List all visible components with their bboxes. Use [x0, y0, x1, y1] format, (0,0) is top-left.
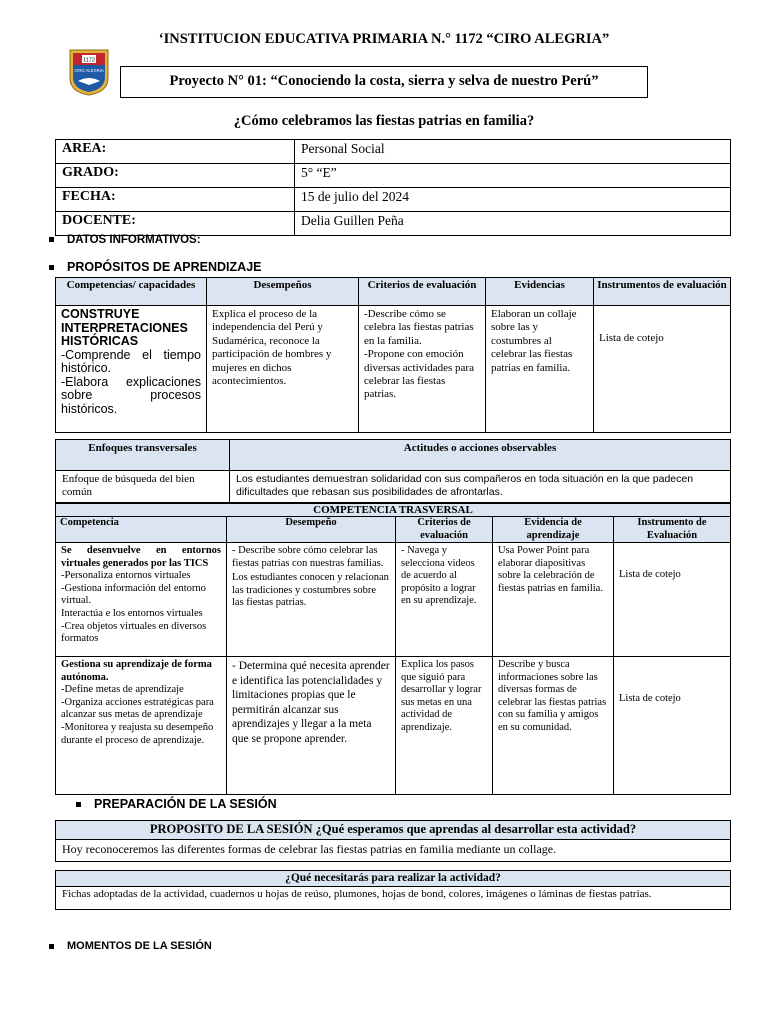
- competencia-title: Gestiona su aprendizaje de forma autónoma.: [61, 659, 212, 683]
- actitud-cell: Los estudiantes demuestran solidaridad con sus compañeros en toda situación en la que padecen dificultades que rebasan sus posibilidades de afrontarlas.: [230, 471, 731, 503]
- col-header: Actitudes o acciones observables: [230, 440, 731, 471]
- desempeno: - Describe sobre cómo celebrar las fiestas patrias con nuestras familias.: [232, 545, 384, 569]
- bullet-icon: [49, 237, 54, 242]
- competencia-title: CONSTRUYE INTERPRETACIONES HISTÓRICAS: [61, 307, 188, 348]
- col-header: Criterios de evaluación: [396, 517, 493, 543]
- school-logo: [68, 48, 110, 96]
- col-header: Evidencias: [486, 278, 594, 306]
- evidencia-cell: Usa Power Point para elaborar diapositivas sobre la celebración de fiestas patrias en familia.: [493, 543, 614, 657]
- bullet-icon: [49, 265, 54, 270]
- criterio: -Describe cómo se celebra las fiestas patrias en la familia.: [364, 308, 474, 347]
- enfoque-cell: Enfoque de búsqueda del bien común: [56, 471, 230, 503]
- evidencia-cell: Elaboran un collaje sobre las y costumbres al celebrar las fiestas patrias en familia.: [486, 306, 594, 433]
- info-value: Delia Guillen Peña: [295, 212, 731, 236]
- project-title: Proyecto N° 01: “Conociendo la costa, sierra y selva de nuestro Perú”: [120, 66, 648, 98]
- info-value: Personal Social: [295, 140, 731, 164]
- info-row-area: [56, 140, 731, 164]
- capacidad: -Elabora explicaciones sobre procesos históricos.: [61, 374, 201, 416]
- info-table: [55, 139, 731, 236]
- desempeno-cell: Explica el proceso de la independencia del Perú y Sudamérica, reconoce la participación de hombres y mujeres en dichos acontecimientos.: [207, 306, 359, 433]
- competencia-cell: [56, 543, 227, 657]
- logo-text: CIRO ALEGRIA: [74, 68, 104, 73]
- section-preparacion: PREPARACIÓN DE LA SESIÓN: [76, 797, 277, 811]
- info-key: GRADO:: [56, 164, 295, 188]
- instrumento-cell: Lista de cotejo: [614, 657, 731, 795]
- logo-number: 1172: [83, 57, 95, 64]
- desempeno-cell: - Determina qué necesita aprender e identifica las potencialidades y limitaciones propias que le permitirán alcanzar sus aprendizajes y llegar a la meta que se propone aprender.: [227, 657, 396, 795]
- col-header: Enfoques transversales: [56, 440, 230, 471]
- enfoques-table: [55, 439, 731, 503]
- competencia-title: Se desenvuelve en entornos virtuales generados por las TICS: [61, 545, 221, 569]
- info-value: 5° “E”: [295, 164, 731, 188]
- col-header: Evidencia de aprendizaje: [493, 517, 614, 543]
- info-key: FECHA:: [56, 188, 295, 212]
- col-header: Criterios de evaluación: [359, 278, 486, 306]
- competencia-items: -Define metas de aprendizaje -Organiza acciones estratégicas para alcanzar sus metas de aprendizaje -Monitorea y reajusta su desempeño durante el proceso de aprendizaje.: [61, 684, 214, 746]
- criterios-cell: [359, 306, 486, 433]
- info-row-docente: [56, 212, 731, 236]
- col-header: Desempeños: [207, 278, 359, 306]
- school-title: ‘INSTITUCION EDUCATIVA PRIMARIA N.° 1172 “CIRO ALEGRIA”: [158, 31, 610, 47]
- section-propositos: PROPÓSITOS DE APRENDIZAJE: [49, 260, 261, 274]
- col-header: Competencia: [56, 517, 227, 543]
- evidencia-cell: Describe y busca informaciones sobre las diversas formas de celebrar las fiestas patrias con su familia y amigos en su comunidad.: [493, 657, 614, 795]
- competencia-items: -Personaliza entornos virtuales -Gestiona información del entorno virtual. Interactúa e los entornos virtuales -Crea objetos virtuales en diversos formatos: [61, 570, 207, 645]
- info-row-fecha: [56, 188, 731, 212]
- info-row-grado: [56, 164, 731, 188]
- col-header: Desempeño: [227, 517, 396, 543]
- instrumento-cell: Lista de cotejo: [594, 306, 731, 433]
- propositos-table: [55, 277, 731, 433]
- table-title: COMPETENCIA TRASVERSAL: [56, 504, 731, 517]
- necesidades-content: Fichas adoptadas de la actividad, cuadernos u hojas de reúso, plumones, hojas de bond, colores, imágenes o láminas de fiestas patrias.: [62, 888, 652, 900]
- criterio-cell: Explica los pasos que siguió para desarrollar y lograr sus metas en una actividad de aprendizaje.: [396, 657, 493, 795]
- col-header: Instrumento de Evaluación: [614, 517, 731, 543]
- instrumento-cell: Lista de cotejo: [614, 543, 731, 657]
- bullet-icon: [76, 802, 81, 807]
- proposito-sesion-box: [55, 820, 731, 862]
- section-momentos: MOMENTOS DE LA SESIÓN: [49, 940, 212, 952]
- info-key: AREA:: [56, 140, 295, 164]
- col-header: Instrumentos de evaluación: [594, 278, 731, 306]
- col-header: Competencias/ capacidades: [56, 278, 207, 306]
- competencia-cell: [56, 657, 227, 795]
- info-value: 15 de julio del 2024: [295, 188, 731, 212]
- section-datos: DATOS INFORMATIVOS:: [49, 234, 201, 246]
- capacidad: -Comprende el tiempo histórico.: [61, 347, 201, 375]
- proposito-content: Hoy reconoceremos las diferentes formas de celebrar las fiestas patrias en familia mediante un collage.: [62, 842, 557, 856]
- desempeno: Los estudiantes conocen y relacionan las tradiciones y costumbres sobre las fiestas patrias.: [232, 572, 389, 609]
- necesidades-header: ¿Qué necesitarás para realizar la actividad?: [56, 871, 730, 887]
- proposito-header: PROPOSITO DE LA SESIÓN ¿Qué esperamos que aprendas al desarrollar esta actividad?: [56, 821, 730, 840]
- criterio: -Propone con emoción diversas actividades para celebrar las fiestas patrias.: [364, 348, 474, 401]
- competencia-trasversal-table: [55, 503, 731, 795]
- info-key: DOCENTE:: [56, 212, 295, 236]
- necesidades-box: [55, 870, 731, 910]
- session-title: ¿Cómo celebramos las fiestas patrias en familia?: [233, 113, 535, 129]
- bullet-icon: [49, 944, 54, 949]
- desempeno-cell: [227, 543, 396, 657]
- competencia-cell: [56, 306, 207, 433]
- criterio-cell: - Navega y selecciona videos de acuerdo al propósito a lograr en su aprendizaje.: [396, 543, 493, 657]
